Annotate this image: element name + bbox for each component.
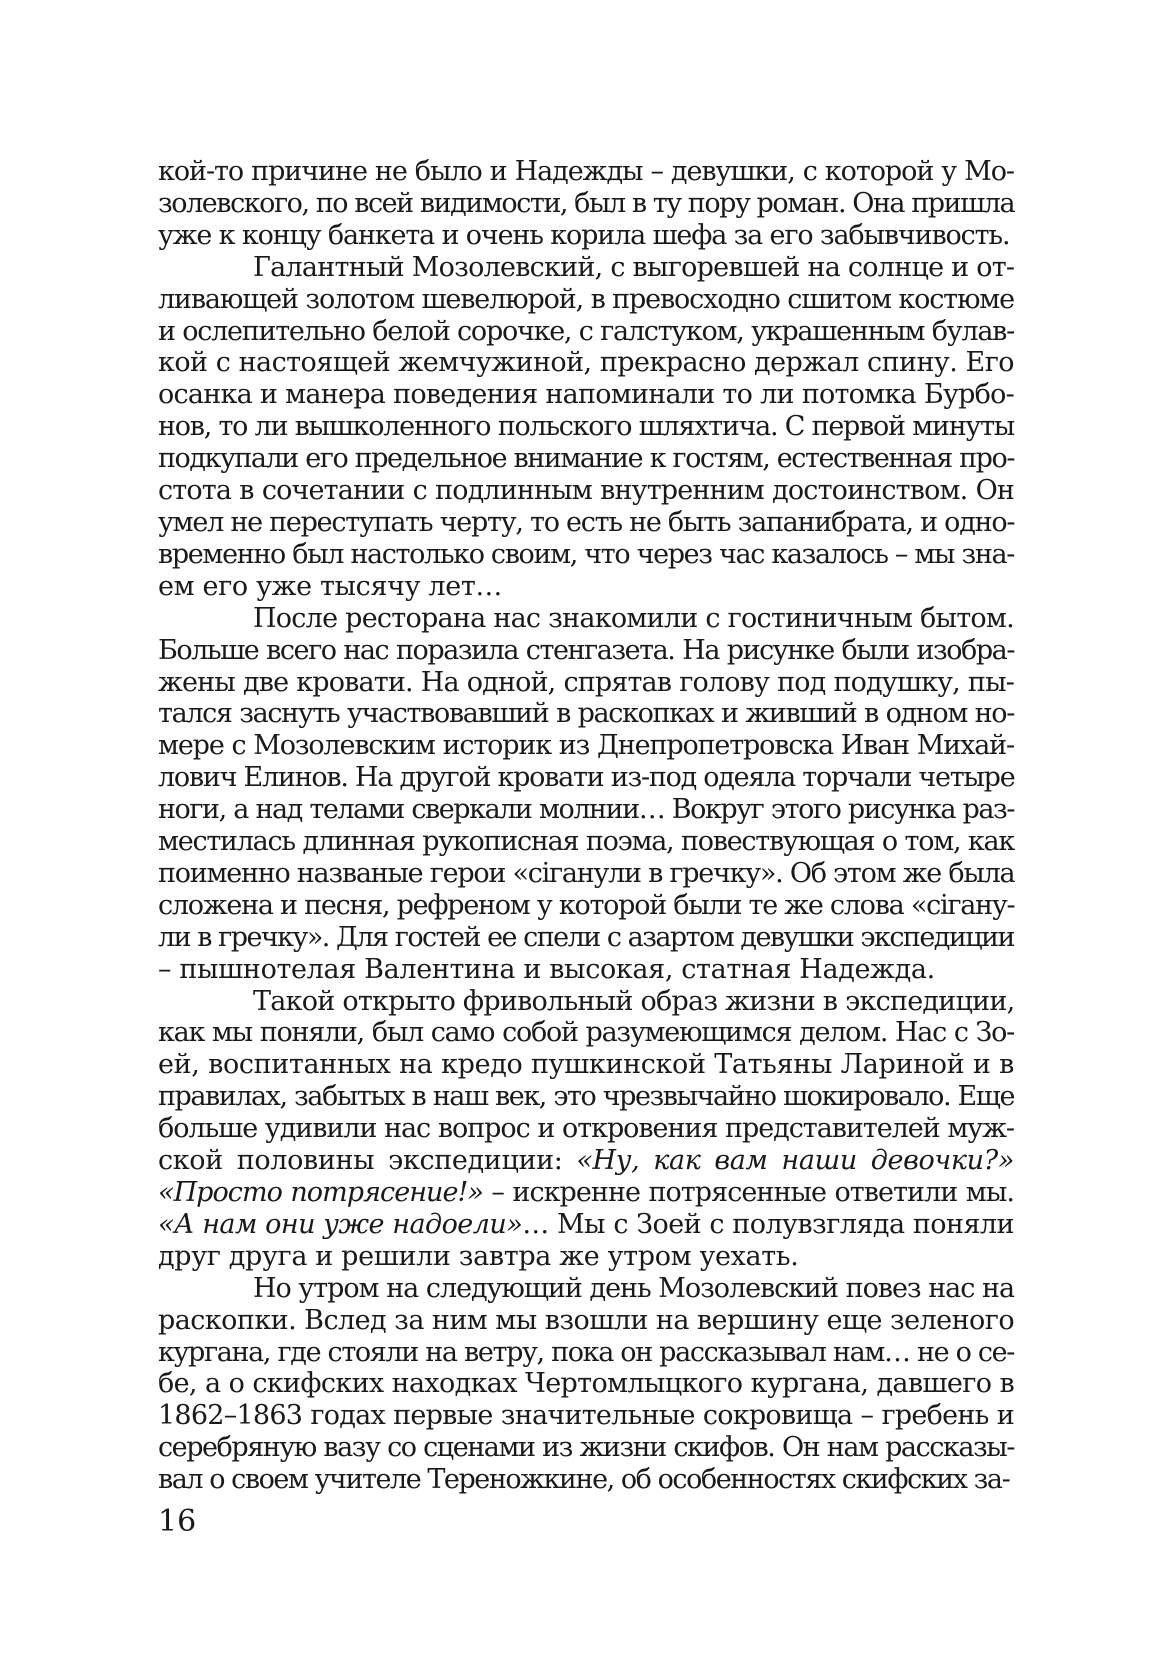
text-line: бе, а о скифских находках Чертомлыцкого кургана, давшего в <box>158 1368 1014 1400</box>
text-line: временно был настолько своим, что через час казалось – мы зна- <box>158 538 1014 570</box>
text-line: золевского, по всей видимости, был в ту пору роман. Она пришла <box>158 187 1015 219</box>
text-line: нов, то ли вышколенного польского шляхтича. С первой минуты <box>158 411 1014 443</box>
text-line: больше удивили нас вопрос и откровения представителей муж- <box>158 1113 1014 1145</box>
paragraph-p5 <box>158 1273 1014 1496</box>
text-line: вал о своем учителе Тереножкине, об особенностях скифских за- <box>158 1464 1010 1496</box>
text-line: Но утром на следующий день Мозолевский повез нас на <box>253 1272 1014 1304</box>
text-line: сложена и песня, рефреном у которой были те же слова «сiгану- <box>158 889 1015 921</box>
text-line: кой-то причине не было и Надежды – девушки, с которой у Мо- <box>158 156 1014 187</box>
text-line <box>158 1145 1014 1177</box>
text-line: После ресторана нас знакомили с гостиничным бытом. <box>253 602 1014 634</box>
italic-quote: «А нам они уже надоели» <box>158 1208 523 1240</box>
text-line <box>158 1177 1014 1209</box>
text-line: подкупали его предельное внимание к гостям, естественная про- <box>158 443 1014 475</box>
text-line: осанка и манера поведения напоминали то ли потомка Бурбо- <box>158 379 1014 411</box>
body-text <box>158 156 1014 1496</box>
text-line: ли в гречку». Для гостей ее спели с азартом девушки экспедиции <box>158 921 1014 953</box>
text-line: друг друга и решили завтра же утром уехать. <box>158 1240 799 1272</box>
paragraph-p2 <box>158 252 1014 603</box>
paragraph-p3 <box>158 603 1014 986</box>
italic-quote: «Ну, как вам наши девочки?» <box>576 1145 1014 1177</box>
text-run: – искренне потрясенные ответили мы. <box>483 1177 1014 1208</box>
text-line: Такой открыто фривольный образ жизни в экспедиции, <box>253 985 1015 1017</box>
text-line: лович Елинов. На другой кровати из-под одеяла торчали четыре <box>158 762 1015 794</box>
text-line <box>158 1209 1014 1241</box>
text-line: Больше всего нас поразила стенгазета. На рисунке были изобра- <box>158 634 1014 666</box>
text-line: серебряную вазу со сценами из жизни скифов. Он нам рассказы- <box>158 1432 1014 1464</box>
text-run: … Мы с Зоей с полувзгляда поняли <box>522 1208 1014 1240</box>
text-line: местилась длинная рукописная поэма, повествующая о том, как <box>158 826 1014 858</box>
text-line: ливающей золотом шевелюрой, в превосходно сшитом костюме <box>158 283 1014 315</box>
text-line: кургана, где стояли на ветру, пока он рассказывал нам… не о се- <box>158 1336 1014 1368</box>
text-line: мере с Мозолевским историк из Днепропетровска Иван Михай- <box>158 730 1014 762</box>
text-line: уже к концу банкета и очень корила шефа за его забывчивость. <box>158 219 1010 251</box>
text-line: Галантный Мозолевский, с выгоревшей на солнце и от- <box>253 251 1015 283</box>
text-line: ноги, а над телами сверкали молнии… Вокруг этого рисунка раз- <box>158 794 1014 826</box>
text-run: ской половины экспедиции: <box>158 1145 577 1177</box>
paragraph-p1 <box>158 156 1014 252</box>
text-line: стота в сочетании с подлинным внутренним достоинством. Он <box>158 475 1014 507</box>
text-line: – пышнотелая Валентина и высокая, статная Надежда. <box>158 953 935 985</box>
paragraph-p4 <box>158 986 1014 1273</box>
text-line: как мы поняли, был само собой разумеющимся делом. Нас с Зо- <box>158 1017 1014 1049</box>
italic-quote: «Просто потрясение!» <box>158 1177 483 1208</box>
text-line: кой с настоящей жемчужиной, прекрасно держал спину. Его <box>158 347 1014 379</box>
text-line: ем его уже тысячу лет… <box>158 570 503 602</box>
page-number: 16 <box>158 1504 197 1539</box>
text-line: умел не переступать черту, то есть не быть запанибрата, и одно- <box>158 506 1015 538</box>
text-line: тался заснуть участвовавший в раскопках и живший в одном но- <box>158 698 1014 730</box>
text-line: раскопки. Вслед за ним мы взошли на вершину еще зеленого <box>158 1304 1015 1336</box>
text-line: жены две кровати. На одной, спрятав голову под подушку, пы- <box>158 666 1014 698</box>
text-line: 1862–1863 годах первые значительные сокровища – гребень и <box>158 1400 1014 1432</box>
text-line: правилах, забытых в наш век, это чрезвычайно шокировало. Еще <box>158 1081 1014 1113</box>
text-line: и ослепительно белой сорочке, с галстуком, украшенным булав- <box>158 315 1014 347</box>
text-line: ей, воспитанных на кредо пушкинской Татьяны Лариной и в <box>158 1049 1014 1081</box>
text-line: поименно названые герои «сiганули в гречку». Об этом же была <box>158 857 1015 889</box>
